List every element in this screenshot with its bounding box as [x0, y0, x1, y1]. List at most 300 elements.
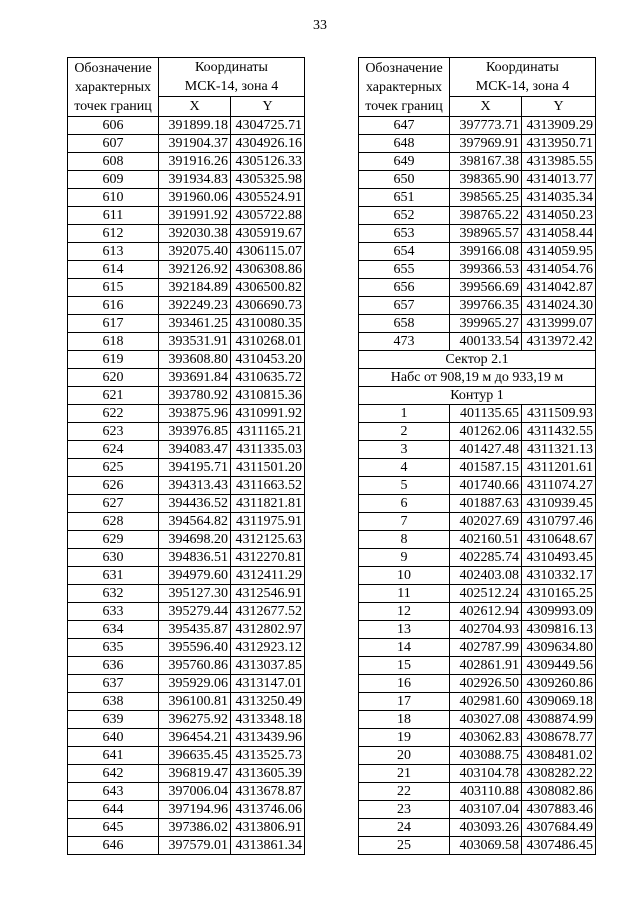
y-coordinate-cell: 4310939.45 — [522, 495, 596, 513]
table-row — [68, 837, 305, 855]
page-number: 33 — [313, 18, 327, 33]
point-id-cell: 609 — [68, 171, 159, 189]
y-coordinate-cell: 4308678.77 — [522, 729, 596, 747]
table-row — [68, 351, 305, 369]
point-id-cell: 3 — [359, 441, 450, 459]
table-row — [359, 153, 596, 171]
table-row — [68, 621, 305, 639]
y-coordinate-cell: 4313037.85 — [231, 657, 305, 675]
table-row — [359, 243, 596, 261]
x-coordinate-cell: 391916.26 — [159, 153, 231, 171]
y-coordinate-cell: 4313439.96 — [231, 729, 305, 747]
point-id-cell: 632 — [68, 585, 159, 603]
table-row — [68, 117, 305, 135]
table-row — [359, 171, 596, 189]
x-coordinate-cell: 395279.44 — [159, 603, 231, 621]
table-row — [68, 171, 305, 189]
point-id-cell: 13 — [359, 621, 450, 639]
table-row — [68, 423, 305, 441]
point-id-cell: 646 — [68, 837, 159, 855]
x-coordinate-cell: 395596.40 — [159, 639, 231, 657]
table-row — [68, 675, 305, 693]
point-id-cell: 620 — [68, 369, 159, 387]
y-coordinate-cell: 4313861.34 — [231, 837, 305, 855]
table-row — [68, 459, 305, 477]
point-id-cell: 640 — [68, 729, 159, 747]
contour-title-row — [359, 387, 596, 405]
sector-subtitle: Набс от 908,19 м до 933,19 м — [359, 369, 596, 387]
point-id-cell: 630 — [68, 549, 159, 567]
x-coordinate-cell: 393691.84 — [159, 369, 231, 387]
table-row — [68, 657, 305, 675]
table-row — [68, 585, 305, 603]
table-row — [359, 729, 596, 747]
point-id-cell: 627 — [68, 495, 159, 513]
table-row — [359, 279, 596, 297]
y-coordinate-cell: 4308481.02 — [522, 747, 596, 765]
x-coordinate-cell: 393875.96 — [159, 405, 231, 423]
x-coordinate-cell: 402861.91 — [450, 657, 522, 675]
point-id-cell: 24 — [359, 819, 450, 837]
x-coordinate-cell: 401427.48 — [450, 441, 522, 459]
x-coordinate-cell: 399566.69 — [450, 279, 522, 297]
y-coordinate-cell: 4312802.97 — [231, 621, 305, 639]
y-coordinate-cell: 4313909.29 — [522, 117, 596, 135]
table-row — [68, 135, 305, 153]
x-coordinate-cell: 391899.18 — [159, 117, 231, 135]
coords-title-line: Координаты — [486, 60, 559, 75]
x-coordinate-cell: 402403.08 — [450, 567, 522, 585]
table-row — [359, 603, 596, 621]
point-id-cell: 607 — [68, 135, 159, 153]
x-coordinate-cell: 391991.92 — [159, 207, 231, 225]
y-coordinate-cell: 4309260.86 — [522, 675, 596, 693]
table-row — [359, 297, 596, 315]
x-coordinate-cell: 393461.25 — [159, 315, 231, 333]
y-coordinate-cell: 4314058.44 — [522, 225, 596, 243]
y-coordinate-cell: 4312923.12 — [231, 639, 305, 657]
x-coordinate-cell: 402787.99 — [450, 639, 522, 657]
y-coordinate-cell: 4310797.46 — [522, 513, 596, 531]
x-coordinate-cell: 395435.87 — [159, 621, 231, 639]
y-coordinate-cell: 4313250.49 — [231, 693, 305, 711]
x-coordinate-cell: 394083.47 — [159, 441, 231, 459]
x-coordinate-cell: 397194.96 — [159, 801, 231, 819]
table-row — [68, 441, 305, 459]
x-coordinate-cell: 394979.60 — [159, 567, 231, 585]
point-id-cell: 625 — [68, 459, 159, 477]
x-coordinate-cell: 396819.47 — [159, 765, 231, 783]
y-coordinate-cell: 4310080.35 — [231, 315, 305, 333]
y-coordinate-cell: 4311201.61 — [522, 459, 596, 477]
point-id-cell: 641 — [68, 747, 159, 765]
point-label-header — [359, 58, 450, 117]
table-row — [359, 693, 596, 711]
x-header: X — [450, 97, 522, 117]
x-coordinate-cell: 393531.91 — [159, 333, 231, 351]
y-coordinate-cell: 4305524.91 — [231, 189, 305, 207]
table-row — [68, 783, 305, 801]
coordinates-table-right — [358, 57, 596, 855]
table-row — [68, 153, 305, 171]
point-id-cell: 656 — [359, 279, 450, 297]
sector-title: Сектор 2.1 — [359, 351, 596, 369]
table-row — [68, 765, 305, 783]
table-row — [68, 243, 305, 261]
x-coordinate-cell: 392075.40 — [159, 243, 231, 261]
point-id-cell: 617 — [68, 315, 159, 333]
point-id-cell: 651 — [359, 189, 450, 207]
table-row — [68, 315, 305, 333]
point-id-cell: 631 — [68, 567, 159, 585]
point-id-cell: 624 — [68, 441, 159, 459]
point-label-line: характерных — [74, 79, 152, 95]
x-coordinate-cell: 403107.04 — [450, 801, 522, 819]
table-row — [359, 837, 596, 855]
x-coordinate-cell: 391904.37 — [159, 135, 231, 153]
point-id-cell: 643 — [68, 783, 159, 801]
point-id-cell: 4 — [359, 459, 450, 477]
x-coordinate-cell: 391960.06 — [159, 189, 231, 207]
y-coordinate-cell: 4306690.73 — [231, 297, 305, 315]
table-row — [68, 693, 305, 711]
y-coordinate-cell: 4313999.07 — [522, 315, 596, 333]
point-id-cell: 615 — [68, 279, 159, 297]
y-coordinate-cell: 4309069.18 — [522, 693, 596, 711]
table-row — [359, 459, 596, 477]
point-id-cell: 606 — [68, 117, 159, 135]
y-coordinate-cell: 4311432.55 — [522, 423, 596, 441]
point-id-cell: 633 — [68, 603, 159, 621]
point-id-cell: 614 — [68, 261, 159, 279]
table-row — [359, 333, 596, 351]
y-coordinate-cell: 4311321.13 — [522, 441, 596, 459]
table-row — [359, 117, 596, 135]
x-coordinate-cell: 403027.08 — [450, 711, 522, 729]
y-coordinate-cell: 4310815.36 — [231, 387, 305, 405]
point-id-cell: 610 — [68, 189, 159, 207]
point-id-cell: 623 — [68, 423, 159, 441]
x-coordinate-cell: 401262.06 — [450, 423, 522, 441]
point-id-cell: 613 — [68, 243, 159, 261]
point-id-cell: 654 — [359, 243, 450, 261]
table-row — [68, 549, 305, 567]
point-id-cell: 6 — [359, 495, 450, 513]
table-row — [68, 333, 305, 351]
point-id-cell: 5 — [359, 477, 450, 495]
x-coordinate-cell: 403110.88 — [450, 783, 522, 801]
point-id-cell: 621 — [68, 387, 159, 405]
y-coordinate-cell: 4311501.20 — [231, 459, 305, 477]
y-coordinate-cell: 4306500.82 — [231, 279, 305, 297]
x-coordinate-cell: 396454.21 — [159, 729, 231, 747]
table-row — [359, 585, 596, 603]
y-coordinate-cell: 4310493.45 — [522, 549, 596, 567]
point-id-cell: 17 — [359, 693, 450, 711]
table-row — [68, 819, 305, 837]
x-coordinate-cell: 392030.38 — [159, 225, 231, 243]
point-label-header — [68, 58, 159, 117]
point-id-cell: 634 — [68, 621, 159, 639]
point-id-cell: 636 — [68, 657, 159, 675]
coords-title-line: Координаты — [195, 60, 268, 75]
y-coordinate-cell: 4311821.81 — [231, 495, 305, 513]
point-id-cell: 637 — [68, 675, 159, 693]
y-coordinate-cell: 4313605.39 — [231, 765, 305, 783]
point-id-cell: 652 — [359, 207, 450, 225]
point-id-cell: 8 — [359, 531, 450, 549]
point-id-cell: 644 — [68, 801, 159, 819]
point-id-cell: 648 — [359, 135, 450, 153]
y-coordinate-cell: 4310648.67 — [522, 531, 596, 549]
point-label-line: точек границ — [365, 98, 443, 114]
point-id-cell: 25 — [359, 837, 450, 855]
point-id-cell: 629 — [68, 531, 159, 549]
point-id-cell: 650 — [359, 171, 450, 189]
y-coordinate-cell: 4313678.87 — [231, 783, 305, 801]
y-coordinate-cell: 4311335.03 — [231, 441, 305, 459]
x-coordinate-cell: 397006.04 — [159, 783, 231, 801]
point-id-cell: 12 — [359, 603, 450, 621]
table-row — [359, 405, 596, 423]
table-row — [359, 747, 596, 765]
y-coordinate-cell: 4308874.99 — [522, 711, 596, 729]
table-row — [68, 747, 305, 765]
x-coordinate-cell: 391934.83 — [159, 171, 231, 189]
x-coordinate-cell: 399166.08 — [450, 243, 522, 261]
x-coordinate-cell: 403104.78 — [450, 765, 522, 783]
x-coordinate-cell: 396100.81 — [159, 693, 231, 711]
y-coordinate-cell: 4307486.45 — [522, 837, 596, 855]
x-coordinate-cell: 403093.26 — [450, 819, 522, 837]
x-coordinate-cell: 398365.90 — [450, 171, 522, 189]
x-coordinate-cell: 402285.74 — [450, 549, 522, 567]
table-row — [68, 531, 305, 549]
sector-subtitle-row — [359, 369, 596, 387]
y-coordinate-cell: 4310991.92 — [231, 405, 305, 423]
x-coordinate-cell: 395127.30 — [159, 585, 231, 603]
table-row — [359, 675, 596, 693]
table-row — [68, 477, 305, 495]
y-coordinate-cell: 4313950.71 — [522, 135, 596, 153]
x-coordinate-cell: 395929.06 — [159, 675, 231, 693]
table-row — [359, 801, 596, 819]
point-id-cell: 10 — [359, 567, 450, 585]
x-coordinate-cell: 392184.89 — [159, 279, 231, 297]
table-row — [68, 603, 305, 621]
y-coordinate-cell: 4311975.91 — [231, 513, 305, 531]
table-row — [359, 135, 596, 153]
y-coordinate-cell: 4305722.88 — [231, 207, 305, 225]
x-coordinate-cell: 400133.54 — [450, 333, 522, 351]
table-row — [359, 657, 596, 675]
x-coordinate-cell: 399766.35 — [450, 297, 522, 315]
table-row — [68, 279, 305, 297]
table-row — [68, 495, 305, 513]
x-coordinate-cell: 395760.86 — [159, 657, 231, 675]
x-header: X — [159, 97, 231, 117]
coords-title-line: МСК-14, зона 4 — [184, 79, 279, 94]
y-coordinate-cell: 4310268.01 — [231, 333, 305, 351]
x-coordinate-cell: 403062.83 — [450, 729, 522, 747]
point-id-cell: 628 — [68, 513, 159, 531]
sector-title-row — [359, 351, 596, 369]
point-id-cell: 647 — [359, 117, 450, 135]
x-coordinate-cell: 398965.57 — [450, 225, 522, 243]
y-coordinate-cell: 4313525.73 — [231, 747, 305, 765]
table-row — [68, 225, 305, 243]
x-coordinate-cell: 402704.93 — [450, 621, 522, 639]
point-id-cell: 611 — [68, 207, 159, 225]
y-coordinate-cell: 4307883.46 — [522, 801, 596, 819]
point-id-cell: 22 — [359, 783, 450, 801]
table-row — [359, 783, 596, 801]
point-id-cell: 658 — [359, 315, 450, 333]
y-coordinate-cell: 4313348.18 — [231, 711, 305, 729]
y-coordinate-cell: 4314035.34 — [522, 189, 596, 207]
x-coordinate-cell: 398167.38 — [450, 153, 522, 171]
table-row — [68, 729, 305, 747]
y-header: Y — [522, 97, 596, 117]
y-coordinate-cell: 4306308.86 — [231, 261, 305, 279]
x-coordinate-cell: 401135.65 — [450, 405, 522, 423]
y-coordinate-cell: 4312270.81 — [231, 549, 305, 567]
point-id-cell: 626 — [68, 477, 159, 495]
point-id-cell: 21 — [359, 765, 450, 783]
table-row — [68, 369, 305, 387]
table-row — [359, 567, 596, 585]
table-row — [359, 441, 596, 459]
y-coordinate-cell: 4311074.27 — [522, 477, 596, 495]
table-row — [359, 819, 596, 837]
y-coordinate-cell: 4312546.91 — [231, 585, 305, 603]
y-coordinate-cell: 4313746.06 — [231, 801, 305, 819]
contour-title: Контур 1 — [359, 387, 596, 405]
point-id-cell: 645 — [68, 819, 159, 837]
table-row — [68, 801, 305, 819]
y-coordinate-cell: 4314059.95 — [522, 243, 596, 261]
x-coordinate-cell: 403088.75 — [450, 747, 522, 765]
x-coordinate-cell: 394313.43 — [159, 477, 231, 495]
y-coordinate-cell: 4304926.16 — [231, 135, 305, 153]
table-row — [359, 225, 596, 243]
y-coordinate-cell: 4311165.21 — [231, 423, 305, 441]
point-label-line: точек границ — [74, 98, 152, 114]
table-row — [68, 567, 305, 585]
point-id-cell: 473 — [359, 333, 450, 351]
table-row — [68, 405, 305, 423]
y-coordinate-cell: 4312411.29 — [231, 567, 305, 585]
point-label-line: Обозначение — [74, 60, 152, 76]
table-row — [68, 207, 305, 225]
point-id-cell: 608 — [68, 153, 159, 171]
point-id-cell: 622 — [68, 405, 159, 423]
point-id-cell: 11 — [359, 585, 450, 603]
x-coordinate-cell: 402027.69 — [450, 513, 522, 531]
x-coordinate-cell: 392249.23 — [159, 297, 231, 315]
point-id-cell: 15 — [359, 657, 450, 675]
table-row — [359, 261, 596, 279]
point-id-cell: 642 — [68, 765, 159, 783]
point-id-cell: 18 — [359, 711, 450, 729]
table-row — [68, 261, 305, 279]
y-coordinate-cell: 4308082.86 — [522, 783, 596, 801]
point-id-cell: 20 — [359, 747, 450, 765]
point-id-cell: 649 — [359, 153, 450, 171]
y-coordinate-cell: 4314050.23 — [522, 207, 596, 225]
coords-title-header — [450, 58, 596, 97]
y-coordinate-cell: 4313985.55 — [522, 153, 596, 171]
x-coordinate-cell: 397773.71 — [450, 117, 522, 135]
point-id-cell: 639 — [68, 711, 159, 729]
x-coordinate-cell: 394436.52 — [159, 495, 231, 513]
x-coordinate-cell: 394564.82 — [159, 513, 231, 531]
point-id-cell: 618 — [68, 333, 159, 351]
x-coordinate-cell: 393780.92 — [159, 387, 231, 405]
y-coordinate-cell: 4313972.42 — [522, 333, 596, 351]
x-coordinate-cell: 401887.63 — [450, 495, 522, 513]
point-id-cell: 655 — [359, 261, 450, 279]
y-coordinate-cell: 4309634.80 — [522, 639, 596, 657]
y-coordinate-cell: 4305919.67 — [231, 225, 305, 243]
point-id-cell: 23 — [359, 801, 450, 819]
y-coordinate-cell: 4310635.72 — [231, 369, 305, 387]
x-coordinate-cell: 392126.92 — [159, 261, 231, 279]
y-coordinate-cell: 4310332.17 — [522, 567, 596, 585]
table-row — [359, 765, 596, 783]
x-coordinate-cell: 394698.20 — [159, 531, 231, 549]
point-id-cell: 14 — [359, 639, 450, 657]
x-coordinate-cell: 402612.94 — [450, 603, 522, 621]
table-row — [68, 189, 305, 207]
x-coordinate-cell: 397386.02 — [159, 819, 231, 837]
table-row — [359, 531, 596, 549]
table-row — [359, 423, 596, 441]
x-coordinate-cell: 393976.85 — [159, 423, 231, 441]
x-coordinate-cell: 394836.51 — [159, 549, 231, 567]
y-coordinate-cell: 4309993.09 — [522, 603, 596, 621]
point-id-cell: 638 — [68, 693, 159, 711]
point-id-cell: 7 — [359, 513, 450, 531]
x-coordinate-cell: 399965.27 — [450, 315, 522, 333]
x-coordinate-cell: 396635.45 — [159, 747, 231, 765]
x-coordinate-cell: 402160.51 — [450, 531, 522, 549]
coords-title-line: МСК-14, зона 4 — [475, 79, 570, 94]
point-id-cell: 19 — [359, 729, 450, 747]
y-coordinate-cell: 4312677.52 — [231, 603, 305, 621]
point-label-line: характерных — [365, 79, 443, 95]
x-coordinate-cell: 393608.80 — [159, 351, 231, 369]
x-coordinate-cell: 398765.22 — [450, 207, 522, 225]
point-id-cell: 619 — [68, 351, 159, 369]
point-id-cell: 16 — [359, 675, 450, 693]
coordinates-table-left — [67, 57, 305, 855]
x-coordinate-cell: 403069.58 — [450, 837, 522, 855]
table-row — [359, 711, 596, 729]
y-coordinate-cell: 4314042.87 — [522, 279, 596, 297]
table-row — [68, 297, 305, 315]
x-coordinate-cell: 401740.66 — [450, 477, 522, 495]
y-coordinate-cell: 4309816.13 — [522, 621, 596, 639]
point-id-cell: 653 — [359, 225, 450, 243]
y-coordinate-cell: 4312125.63 — [231, 531, 305, 549]
coords-title-header — [159, 58, 305, 97]
y-coordinate-cell: 4311509.93 — [522, 405, 596, 423]
table-row — [359, 513, 596, 531]
table-row — [359, 549, 596, 567]
y-coordinate-cell: 4309449.56 — [522, 657, 596, 675]
table-row — [359, 189, 596, 207]
